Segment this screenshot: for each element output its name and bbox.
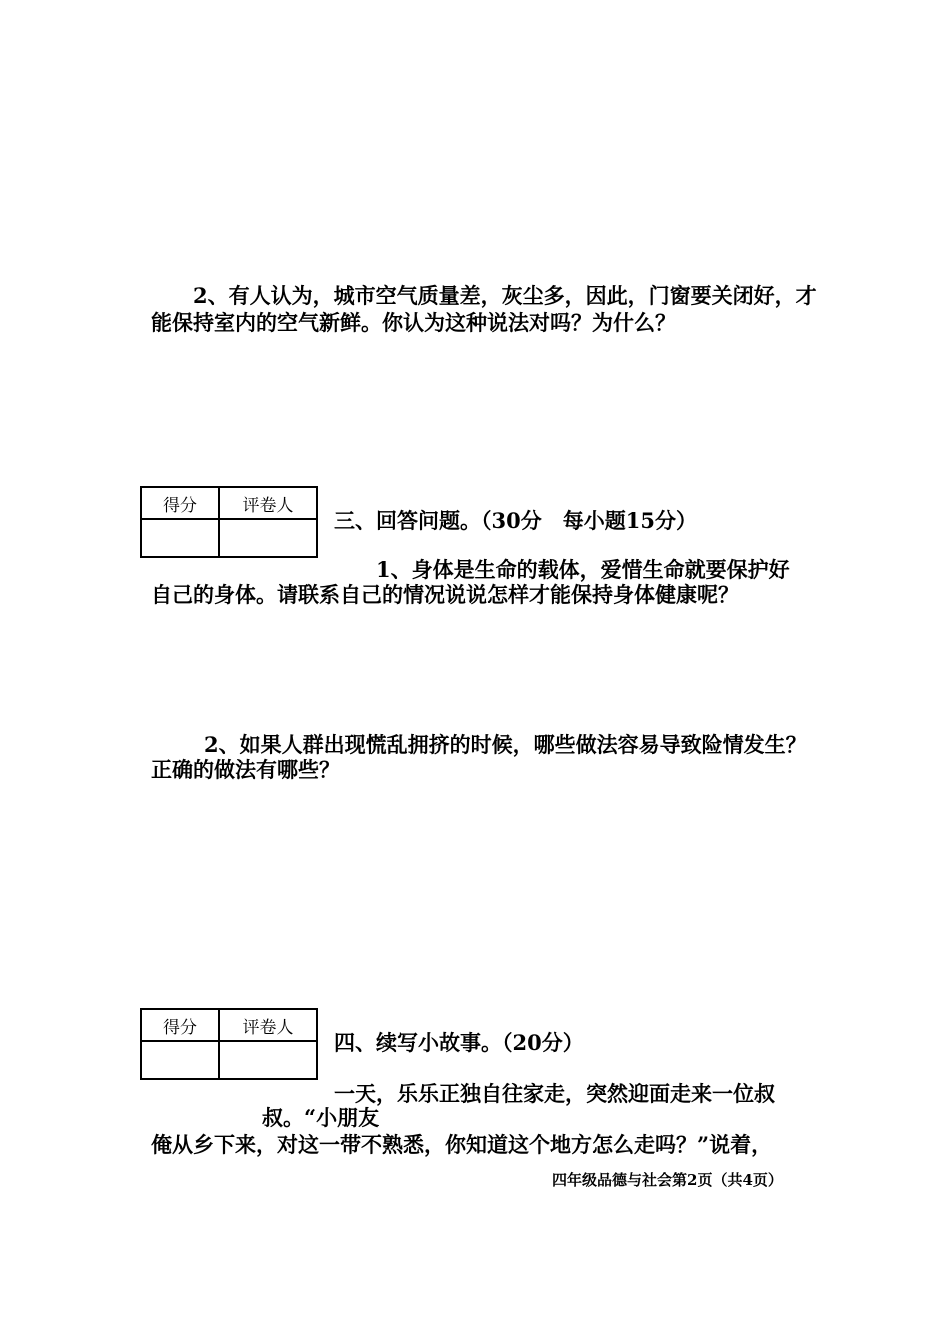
score-cell[interactable]: [141, 1041, 219, 1079]
question-2-line-2: 能保持室内的空气新鲜。你认为这种说法对吗？为什么？: [151, 310, 676, 335]
grader-cell[interactable]: [219, 519, 317, 557]
score-header: 得分: [141, 487, 219, 519]
score-header: 得分: [141, 1009, 219, 1041]
grader-header: 评卷人: [219, 1009, 317, 1041]
story-line-1: 一天，乐乐正独自往家走，突然迎面走来一位叔: [334, 1081, 775, 1106]
section-3-question-2-line-1: 2、如果人群出现慌乱拥挤的时候，哪些做法容易导致险情发生？: [204, 732, 807, 757]
question-2-line-1: 2、有人认为，城市空气质量差，灰尘多，因此，门窗要关闭好，才: [193, 283, 817, 308]
story-line-2: 叔。“小朋友: [262, 1105, 380, 1130]
score-box-section-4: [140, 1008, 318, 1080]
section-4-heading: 四、续写小故事。（20分）: [334, 1030, 584, 1055]
section-3-question-1-line-2: 自己的身体。请联系自己的情况说说怎样才能保持身体健康呢？: [151, 582, 739, 607]
page-footer: 四年级品德与社会第2页（共4页）: [552, 1171, 783, 1189]
section-3-question-2-line-2: 正确的做法有哪些？: [151, 757, 340, 782]
grader-header: 评卷人: [219, 487, 317, 519]
score-cell[interactable]: [141, 519, 219, 557]
section-3-question-1-line-1: 1、身体是生命的载体，爱惜生命就要保护好: [376, 557, 790, 582]
story-line-3: 俺从乡下来，对这一带不熟悉，你知道这个地方怎么走吗？”说着，: [151, 1132, 773, 1157]
grader-cell[interactable]: [219, 1041, 317, 1079]
section-3-heading: 三、回答问题。（30分 每小题15分）: [334, 508, 697, 533]
score-box-section-3: [140, 486, 318, 558]
